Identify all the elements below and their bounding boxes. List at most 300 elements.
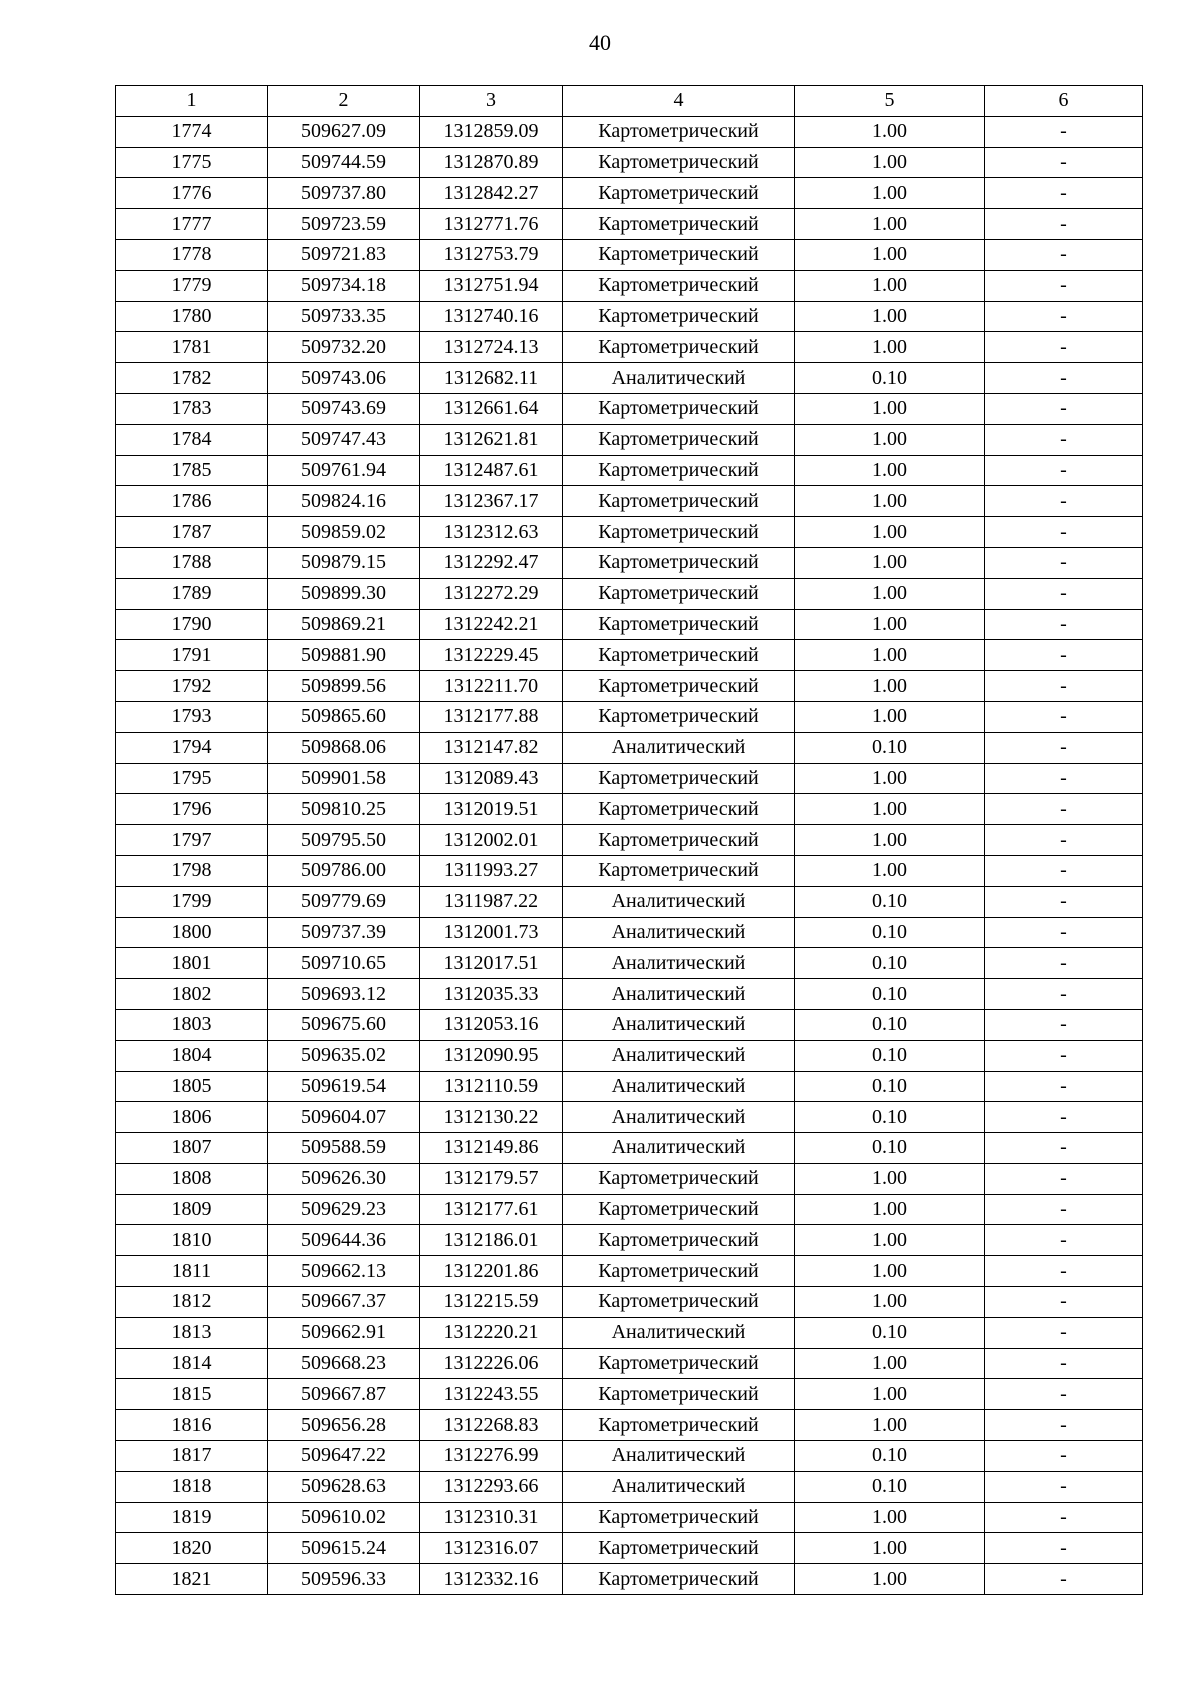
x-coordinate-cell: 509810.25 [268, 794, 420, 825]
page-number: 40 [589, 30, 611, 55]
method-cell: Картометрический [563, 424, 795, 455]
accuracy-cell: 1.00 [795, 701, 985, 732]
method-cell: Картометрический [563, 393, 795, 424]
note-cell: - [985, 1287, 1143, 1318]
method-cell: Картометрический [563, 486, 795, 517]
y-coordinate-cell: 1312226.06 [420, 1348, 563, 1379]
table-row [116, 1410, 1143, 1441]
x-coordinate-cell: 509604.07 [268, 1102, 420, 1133]
table-row [116, 732, 1143, 763]
y-coordinate-cell: 1312035.33 [420, 979, 563, 1010]
method-cell: Картометрический [563, 270, 795, 301]
table-row [116, 671, 1143, 702]
note-cell: - [985, 1379, 1143, 1410]
accuracy-cell: 1.00 [795, 609, 985, 640]
note-cell: - [985, 732, 1143, 763]
y-coordinate-cell: 1312312.63 [420, 517, 563, 548]
point-number-cell: 1774 [116, 116, 268, 147]
accuracy-cell: 1.00 [795, 393, 985, 424]
point-number-cell: 1794 [116, 732, 268, 763]
accuracy-cell: 0.10 [795, 917, 985, 948]
accuracy-cell: 1.00 [795, 1379, 985, 1410]
accuracy-cell: 1.00 [795, 1502, 985, 1533]
note-cell: - [985, 609, 1143, 640]
x-coordinate-cell: 509626.30 [268, 1163, 420, 1194]
method-cell: Аналитический [563, 979, 795, 1010]
x-coordinate-cell: 509667.37 [268, 1287, 420, 1318]
method-cell: Картометрический [563, 1410, 795, 1441]
y-coordinate-cell: 1312243.55 [420, 1379, 563, 1410]
header-cell-5: 5 [795, 86, 985, 117]
x-coordinate-cell: 509779.69 [268, 886, 420, 917]
x-coordinate-cell: 509859.02 [268, 517, 420, 548]
point-number-cell: 1803 [116, 1009, 268, 1040]
method-cell: Картометрический [563, 578, 795, 609]
method-cell: Аналитический [563, 1102, 795, 1133]
x-coordinate-cell: 509596.33 [268, 1564, 420, 1595]
x-coordinate-cell: 509868.06 [268, 732, 420, 763]
note-cell: - [985, 1163, 1143, 1194]
y-coordinate-cell: 1311987.22 [420, 886, 563, 917]
y-coordinate-cell: 1312089.43 [420, 763, 563, 794]
point-number-cell: 1814 [116, 1348, 268, 1379]
method-cell: Аналитический [563, 1133, 795, 1164]
method-cell: Аналитический [563, 1441, 795, 1472]
point-number-cell: 1812 [116, 1287, 268, 1318]
table-row [116, 332, 1143, 363]
method-cell: Картометрический [563, 455, 795, 486]
method-cell: Картометрический [563, 1379, 795, 1410]
y-coordinate-cell: 1312870.89 [420, 147, 563, 178]
note-cell: - [985, 1194, 1143, 1225]
point-number-cell: 1811 [116, 1256, 268, 1287]
x-coordinate-cell: 509881.90 [268, 640, 420, 671]
table-row [116, 609, 1143, 640]
method-cell: Картометрический [563, 1564, 795, 1595]
table-row [116, 1502, 1143, 1533]
table-row [116, 547, 1143, 578]
y-coordinate-cell: 1312130.22 [420, 1102, 563, 1133]
accuracy-cell: 0.10 [795, 1471, 985, 1502]
x-coordinate-cell: 509644.36 [268, 1225, 420, 1256]
method-cell: Аналитический [563, 1009, 795, 1040]
x-coordinate-cell: 509662.91 [268, 1317, 420, 1348]
point-number-cell: 1810 [116, 1225, 268, 1256]
accuracy-cell: 1.00 [795, 763, 985, 794]
x-coordinate-cell: 509737.80 [268, 178, 420, 209]
note-cell: - [985, 948, 1143, 979]
y-coordinate-cell: 1312316.07 [420, 1533, 563, 1564]
note-cell: - [985, 1040, 1143, 1071]
accuracy-cell: 1.00 [795, 547, 985, 578]
x-coordinate-cell: 509721.83 [268, 239, 420, 270]
accuracy-cell: 0.10 [795, 1133, 985, 1164]
note-cell: - [985, 1410, 1143, 1441]
table-row [116, 1133, 1143, 1164]
accuracy-cell: 1.00 [795, 1410, 985, 1441]
y-coordinate-cell: 1312215.59 [420, 1287, 563, 1318]
point-number-cell: 1796 [116, 794, 268, 825]
x-coordinate-cell: 509901.58 [268, 763, 420, 794]
table-row [116, 393, 1143, 424]
method-cell: Картометрический [563, 671, 795, 702]
x-coordinate-cell: 509795.50 [268, 825, 420, 856]
note-cell: - [985, 486, 1143, 517]
method-cell: Аналитический [563, 1317, 795, 1348]
y-coordinate-cell: 1312293.66 [420, 1471, 563, 1502]
x-coordinate-cell: 509879.15 [268, 547, 420, 578]
accuracy-cell: 1.00 [795, 1564, 985, 1595]
y-coordinate-cell: 1312276.99 [420, 1441, 563, 1472]
method-cell: Картометрический [563, 1533, 795, 1564]
note-cell: - [985, 1533, 1143, 1564]
method-cell: Картометрический [563, 1256, 795, 1287]
header-cell-2: 2 [268, 86, 420, 117]
x-coordinate-cell: 509743.69 [268, 393, 420, 424]
y-coordinate-cell: 1312002.01 [420, 825, 563, 856]
table-row [116, 178, 1143, 209]
y-coordinate-cell: 1312332.16 [420, 1564, 563, 1595]
note-cell: - [985, 147, 1143, 178]
point-number-cell: 1817 [116, 1441, 268, 1472]
x-coordinate-cell: 509656.28 [268, 1410, 420, 1441]
accuracy-cell: 1.00 [795, 825, 985, 856]
note-cell: - [985, 855, 1143, 886]
note-cell: - [985, 517, 1143, 548]
method-cell: Картометрический [563, 332, 795, 363]
x-coordinate-cell: 509647.22 [268, 1441, 420, 1472]
header-cell-4: 4 [563, 86, 795, 117]
x-coordinate-cell: 509588.59 [268, 1133, 420, 1164]
table-row [116, 116, 1143, 147]
note-cell: - [985, 1009, 1143, 1040]
note-cell: - [985, 640, 1143, 671]
method-cell: Картометрический [563, 209, 795, 240]
table-row [116, 424, 1143, 455]
accuracy-cell: 1.00 [795, 1194, 985, 1225]
x-coordinate-cell: 509723.59 [268, 209, 420, 240]
point-number-cell: 1799 [116, 886, 268, 917]
note-cell: - [985, 1133, 1143, 1164]
point-number-cell: 1804 [116, 1040, 268, 1071]
point-number-cell: 1821 [116, 1564, 268, 1595]
x-coordinate-cell: 509869.21 [268, 609, 420, 640]
accuracy-cell: 0.10 [795, 1009, 985, 1040]
note-cell: - [985, 209, 1143, 240]
x-coordinate-cell: 509710.65 [268, 948, 420, 979]
accuracy-cell: 0.10 [795, 1441, 985, 1472]
note-cell: - [985, 1564, 1143, 1595]
table-row [116, 209, 1143, 240]
note-cell: - [985, 1071, 1143, 1102]
table-row [116, 979, 1143, 1010]
note-cell: - [985, 301, 1143, 332]
accuracy-cell: 1.00 [795, 517, 985, 548]
accuracy-cell: 1.00 [795, 301, 985, 332]
note-cell: - [985, 239, 1143, 270]
x-coordinate-cell: 509615.24 [268, 1533, 420, 1564]
table-row [116, 1163, 1143, 1194]
point-number-cell: 1801 [116, 948, 268, 979]
note-cell: - [985, 917, 1143, 948]
y-coordinate-cell: 1312859.09 [420, 116, 563, 147]
table-row [116, 486, 1143, 517]
accuracy-cell: 1.00 [795, 178, 985, 209]
accuracy-cell: 1.00 [795, 486, 985, 517]
y-coordinate-cell: 1312682.11 [420, 363, 563, 394]
method-cell: Картометрический [563, 640, 795, 671]
accuracy-cell: 1.00 [795, 209, 985, 240]
method-cell: Картометрический [563, 147, 795, 178]
x-coordinate-cell: 509737.39 [268, 917, 420, 948]
x-coordinate-cell: 509732.20 [268, 332, 420, 363]
header-cell-6: 6 [985, 86, 1143, 117]
note-cell: - [985, 116, 1143, 147]
method-cell: Картометрический [563, 1163, 795, 1194]
point-number-cell: 1816 [116, 1410, 268, 1441]
note-cell: - [985, 671, 1143, 702]
table-row [116, 855, 1143, 886]
y-coordinate-cell: 1312661.64 [420, 393, 563, 424]
table-row [116, 147, 1143, 178]
note-cell: - [985, 1102, 1143, 1133]
y-coordinate-cell: 1312771.76 [420, 209, 563, 240]
x-coordinate-cell: 509733.35 [268, 301, 420, 332]
point-number-cell: 1778 [116, 239, 268, 270]
table-row [116, 1009, 1143, 1040]
y-coordinate-cell: 1312367.17 [420, 486, 563, 517]
point-number-cell: 1809 [116, 1194, 268, 1225]
y-coordinate-cell: 1311993.27 [420, 855, 563, 886]
x-coordinate-cell: 509743.06 [268, 363, 420, 394]
header-row [116, 86, 1143, 117]
note-cell: - [985, 1471, 1143, 1502]
point-number-cell: 1789 [116, 578, 268, 609]
accuracy-cell: 1.00 [795, 794, 985, 825]
y-coordinate-cell: 1312740.16 [420, 301, 563, 332]
point-number-cell: 1813 [116, 1317, 268, 1348]
point-number-cell: 1780 [116, 301, 268, 332]
accuracy-cell: 0.10 [795, 1071, 985, 1102]
note-cell: - [985, 1502, 1143, 1533]
accuracy-cell: 1.00 [795, 1163, 985, 1194]
accuracy-cell: 1.00 [795, 1225, 985, 1256]
y-coordinate-cell: 1312272.29 [420, 578, 563, 609]
note-cell: - [985, 1441, 1143, 1472]
x-coordinate-cell: 509786.00 [268, 855, 420, 886]
table-row [116, 1040, 1143, 1071]
x-coordinate-cell: 509693.12 [268, 979, 420, 1010]
x-coordinate-cell: 509824.16 [268, 486, 420, 517]
note-cell: - [985, 270, 1143, 301]
accuracy-cell: 0.10 [795, 1040, 985, 1071]
note-cell: - [985, 794, 1143, 825]
method-cell: Аналитический [563, 732, 795, 763]
point-number-cell: 1777 [116, 209, 268, 240]
point-number-cell: 1815 [116, 1379, 268, 1410]
x-coordinate-cell: 509744.59 [268, 147, 420, 178]
note-cell: - [985, 332, 1143, 363]
note-cell: - [985, 455, 1143, 486]
y-coordinate-cell: 1312292.47 [420, 547, 563, 578]
y-coordinate-cell: 1312019.51 [420, 794, 563, 825]
y-coordinate-cell: 1312751.94 [420, 270, 563, 301]
y-coordinate-cell: 1312220.21 [420, 1317, 563, 1348]
accuracy-cell: 0.10 [795, 363, 985, 394]
accuracy-cell: 1.00 [795, 1533, 985, 1564]
x-coordinate-cell: 509899.56 [268, 671, 420, 702]
point-number-cell: 1807 [116, 1133, 268, 1164]
table-row [116, 270, 1143, 301]
method-cell: Картометрический [563, 1225, 795, 1256]
y-coordinate-cell: 1312090.95 [420, 1040, 563, 1071]
point-number-cell: 1781 [116, 332, 268, 363]
note-cell: - [985, 1256, 1143, 1287]
method-cell: Картометрический [563, 1348, 795, 1379]
accuracy-cell: 1.00 [795, 855, 985, 886]
point-number-cell: 1797 [116, 825, 268, 856]
header-cell-1: 1 [116, 86, 268, 117]
method-cell: Аналитический [563, 917, 795, 948]
point-number-cell: 1791 [116, 640, 268, 671]
method-cell: Аналитический [563, 948, 795, 979]
point-number-cell: 1788 [116, 547, 268, 578]
x-coordinate-cell: 509899.30 [268, 578, 420, 609]
y-coordinate-cell: 1312179.57 [420, 1163, 563, 1194]
note-cell: - [985, 178, 1143, 209]
point-number-cell: 1787 [116, 517, 268, 548]
method-cell: Картометрический [563, 1287, 795, 1318]
method-cell: Картометрический [563, 116, 795, 147]
x-coordinate-cell: 509627.09 [268, 116, 420, 147]
table-row [116, 1441, 1143, 1472]
coordinates-table [115, 85, 1143, 1595]
y-coordinate-cell: 1312177.61 [420, 1194, 563, 1225]
accuracy-cell: 1.00 [795, 671, 985, 702]
method-cell: Картометрический [563, 1502, 795, 1533]
point-number-cell: 1776 [116, 178, 268, 209]
method-cell: Картометрический [563, 825, 795, 856]
note-cell: - [985, 979, 1143, 1010]
point-number-cell: 1798 [116, 855, 268, 886]
note-cell: - [985, 763, 1143, 794]
table-row [116, 517, 1143, 548]
table-row [116, 1317, 1143, 1348]
method-cell: Картометрический [563, 1194, 795, 1225]
table-row [116, 301, 1143, 332]
method-cell: Аналитический [563, 1040, 795, 1071]
y-coordinate-cell: 1312177.88 [420, 701, 563, 732]
point-number-cell: 1792 [116, 671, 268, 702]
note-cell: - [985, 701, 1143, 732]
x-coordinate-cell: 509619.54 [268, 1071, 420, 1102]
y-coordinate-cell: 1312149.86 [420, 1133, 563, 1164]
x-coordinate-cell: 509629.23 [268, 1194, 420, 1225]
note-cell: - [985, 578, 1143, 609]
x-coordinate-cell: 509747.43 [268, 424, 420, 455]
x-coordinate-cell: 509667.87 [268, 1379, 420, 1410]
method-cell: Аналитический [563, 363, 795, 394]
table-row [116, 578, 1143, 609]
table-row [116, 455, 1143, 486]
accuracy-cell: 1.00 [795, 455, 985, 486]
accuracy-cell: 1.00 [795, 424, 985, 455]
table-row [116, 1287, 1143, 1318]
method-cell: Картометрический [563, 239, 795, 270]
accuracy-cell: 1.00 [795, 116, 985, 147]
header-cell-3: 3 [420, 86, 563, 117]
accuracy-cell: 0.10 [795, 886, 985, 917]
table-row [116, 239, 1143, 270]
y-coordinate-cell: 1312147.82 [420, 732, 563, 763]
y-coordinate-cell: 1312724.13 [420, 332, 563, 363]
method-cell: Картометрический [563, 547, 795, 578]
table-row [116, 1194, 1143, 1225]
note-cell: - [985, 393, 1143, 424]
accuracy-cell: 0.10 [795, 1102, 985, 1133]
table-body [116, 116, 1143, 1594]
method-cell: Аналитический [563, 886, 795, 917]
method-cell: Картометрический [563, 609, 795, 640]
y-coordinate-cell: 1312211.70 [420, 671, 563, 702]
table-row [116, 1379, 1143, 1410]
point-number-cell: 1784 [116, 424, 268, 455]
table-header [116, 86, 1143, 117]
x-coordinate-cell: 509668.23 [268, 1348, 420, 1379]
accuracy-cell: 1.00 [795, 239, 985, 270]
point-number-cell: 1806 [116, 1102, 268, 1133]
accuracy-cell: 0.10 [795, 732, 985, 763]
table-row [116, 1533, 1143, 1564]
accuracy-cell: 1.00 [795, 147, 985, 178]
y-coordinate-cell: 1312229.45 [420, 640, 563, 671]
point-number-cell: 1808 [116, 1163, 268, 1194]
point-number-cell: 1820 [116, 1533, 268, 1564]
y-coordinate-cell: 1312753.79 [420, 239, 563, 270]
table-row [116, 1564, 1143, 1595]
table-row [116, 1256, 1143, 1287]
y-coordinate-cell: 1312001.73 [420, 917, 563, 948]
method-cell: Картометрический [563, 301, 795, 332]
point-number-cell: 1775 [116, 147, 268, 178]
point-number-cell: 1783 [116, 393, 268, 424]
method-cell: Картометрический [563, 855, 795, 886]
method-cell: Аналитический [563, 1471, 795, 1502]
y-coordinate-cell: 1312310.31 [420, 1502, 563, 1533]
x-coordinate-cell: 509662.13 [268, 1256, 420, 1287]
point-number-cell: 1785 [116, 455, 268, 486]
table-row [116, 1348, 1143, 1379]
accuracy-cell: 0.10 [795, 979, 985, 1010]
accuracy-cell: 1.00 [795, 1287, 985, 1318]
note-cell: - [985, 424, 1143, 455]
point-number-cell: 1793 [116, 701, 268, 732]
y-coordinate-cell: 1312110.59 [420, 1071, 563, 1102]
y-coordinate-cell: 1312017.51 [420, 948, 563, 979]
accuracy-cell: 1.00 [795, 640, 985, 671]
point-number-cell: 1790 [116, 609, 268, 640]
table-row [116, 1102, 1143, 1133]
accuracy-cell: 1.00 [795, 270, 985, 301]
method-cell: Картометрический [563, 178, 795, 209]
note-cell: - [985, 825, 1143, 856]
table-row [116, 1471, 1143, 1502]
table-row [116, 640, 1143, 671]
note-cell: - [985, 363, 1143, 394]
y-coordinate-cell: 1312201.86 [420, 1256, 563, 1287]
method-cell: Картометрический [563, 517, 795, 548]
point-number-cell: 1800 [116, 917, 268, 948]
